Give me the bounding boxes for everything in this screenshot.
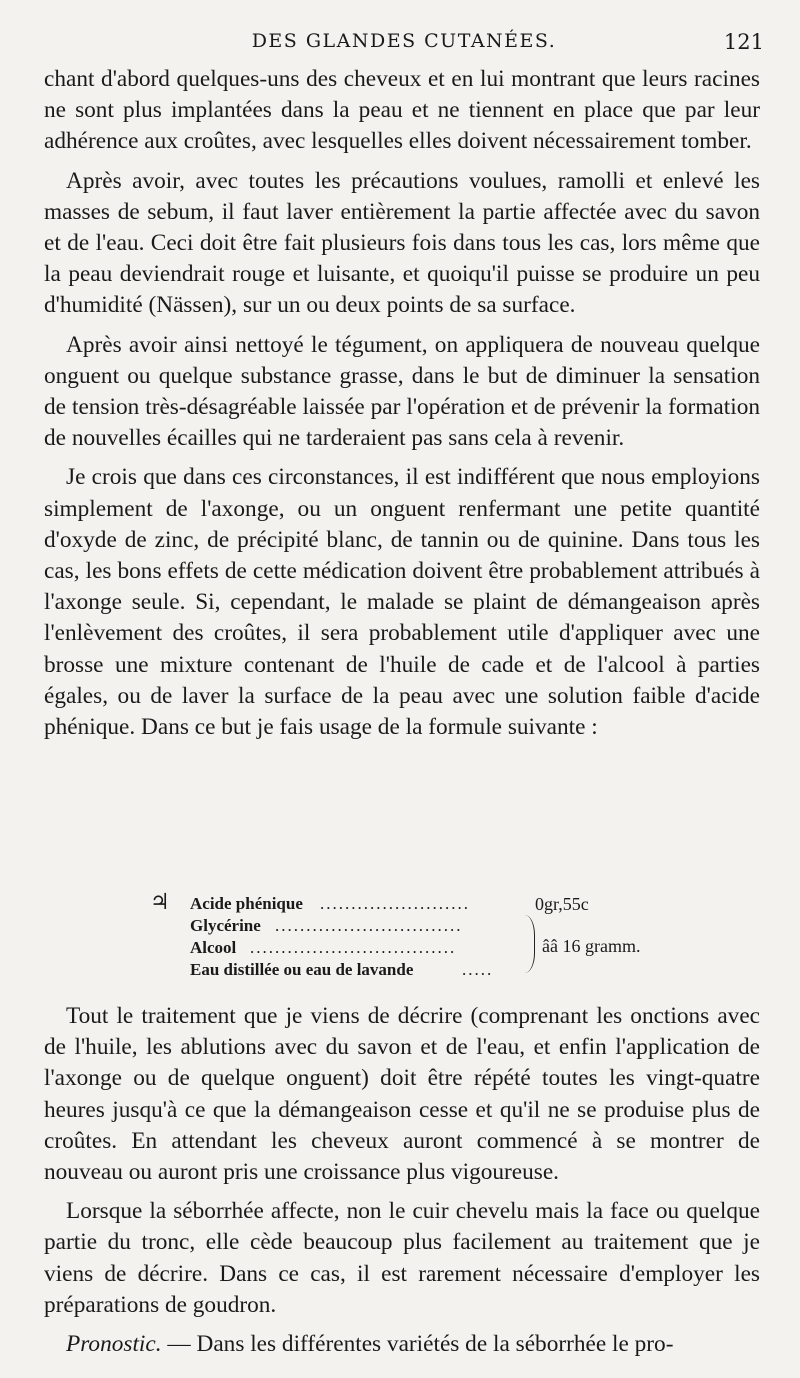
prescription-formula xyxy=(150,889,670,981)
ingredient-name: Glycérine xyxy=(190,916,261,935)
paragraph xyxy=(44,1329,760,1360)
body-text-bottom xyxy=(44,1001,760,1368)
paragraph: chant d'abord quelques-uns des cheveux et en lui montrant que leurs racines ne sont plus implantées dans la peau et ne tiennent en place que par leur adhérence aux croûtes, avec lesquelles elles doivent nécessairement tomber. xyxy=(44,66,760,155)
paragraph: Je crois que dans ces circonstances, il est indifférent que nous employions simplement de l'axonge, ou un onguent renfermant une petite quantité d'oxyde de zinc, de précipité blanc, de tannin ou de quinine. Dans tous les cas, les bons effets de cette médication doivent être probablement attribués à l'axonge seule. Si, cependant, le malade se plaint de démangeaison après l'enlèvement des croûtes, il sera probablement utile d'appliquer avec une brosse une mixture contenant de l'huile de cade et de l'alcool à parties égales, ou de laver la surface de la peau avec une solution faible d'acide phénique. Dans ce but je fais usage de la formule suivante : xyxy=(44,464,760,741)
paragraph: Après avoir, avec toutes les précautions voulues, ramolli et enlevé les masses de sebum, il faut laver entièrement la partie affectée avec du savon et de l'eau. Ceci doit être fait plusieurs fois dans tous les cas, lors même que la peau deviendrait rouge et luisante, et quoiqu'il puisse se produire un peu d'humidité (Nässen), sur un ou deux points de sa surface. xyxy=(44,167,760,319)
ingredient-name: Alcool xyxy=(190,938,237,957)
leader-dots: ................................. xyxy=(250,938,457,957)
paragraph: Lorsque la séborrhée affecte, non le cuir chevelu mais la face ou quelque partie du tronc, elle cède beaucoup plus facilement au traitement que je viens de décrire. Dans ce cas, il est rarement nécessaire d'employer les préparations de goudron. xyxy=(44,1198,760,1318)
paragraph: Après avoir ainsi nettoyé le tégument, on appliquera de nouveau quelque onguent ou quelque substance grasse, dans le but de diminuer la sensation de tension très-désagréable laissée par l'opération et de prévenir la formation de nouvelles écailles qui ne tarderaient pas sans cela à revenir. xyxy=(44,331,760,452)
leader-dots: ........................ xyxy=(320,894,470,913)
dose-each: ââ 16 gramm. xyxy=(542,936,641,956)
leader-dots: .............................. xyxy=(275,916,463,935)
section-text: — Dans les différentes variétés de la séborrhée le pro- xyxy=(161,1331,674,1358)
section-label: Pronostic. xyxy=(66,1331,162,1358)
running-title: DES GLANDES CUTANÉES. xyxy=(251,30,557,52)
ingredient-quantity: 0gr,55c xyxy=(535,894,589,914)
formula-row xyxy=(150,959,670,981)
recipe-symbol: ♃ xyxy=(150,889,170,914)
page-number: 121 xyxy=(723,30,764,54)
formula-row xyxy=(150,915,670,937)
ingredient-name: Acide phénique xyxy=(190,894,303,913)
leader-dots: ..... xyxy=(462,960,494,979)
formula-row xyxy=(150,889,670,915)
body-text-top xyxy=(44,64,760,751)
ingredient-name: Eau distillée ou eau de lavande xyxy=(190,960,414,979)
page-header xyxy=(44,28,764,58)
paragraph: Tout le traitement que je viens de décrire (comprenant les onctions avec de l'huile, les ablutions avec du savon et de l'eau, et enfin l'application de l'axonge ou de quelque onguent) doit être répété toutes les vingt-quatre heures jusqu'à ce que la démangeaison cesse et qu'il ne se produise plus de croûtes. En attendant les cheveux auront commencé à se montrer de nouveau ou auront pris une croissance plus vigoureuse. xyxy=(44,1003,760,1186)
